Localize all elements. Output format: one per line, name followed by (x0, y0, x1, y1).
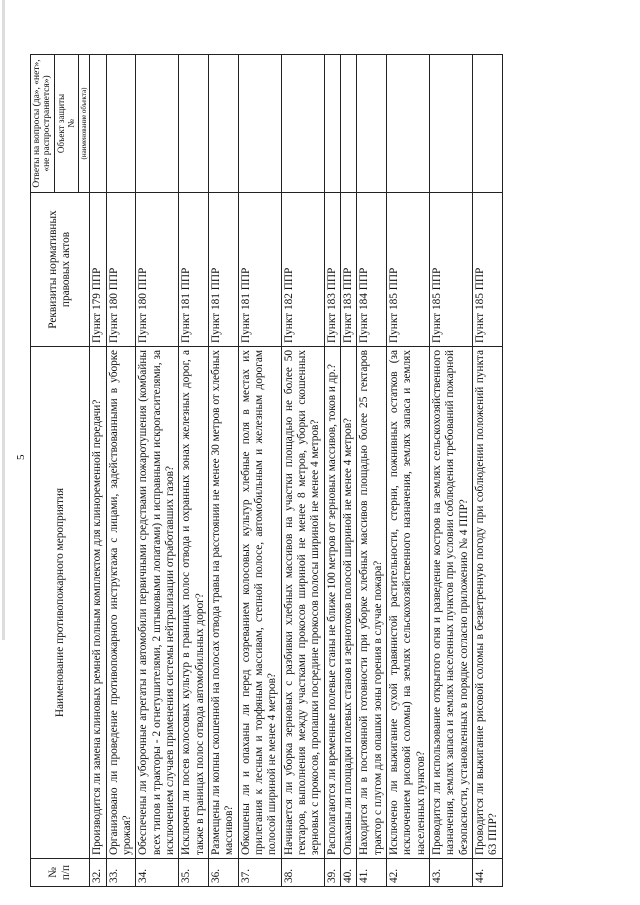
row-measure: Исключен ли посев колосовых культур в границах полос отвода и охранных зонах железных дорог, а также в границах полос отвода автомобильных дорог? (179, 347, 209, 859)
table-row (340, 55, 356, 887)
table-row (90, 55, 106, 887)
row-answer-cell[interactable] (106, 55, 136, 193)
row-reference: Пункт 182 ППР (281, 193, 324, 347)
row-answer-cell[interactable] (472, 55, 502, 193)
table-row (281, 55, 324, 887)
row-number: 34. (136, 859, 179, 887)
row-measure: Находится ли в постоянной готовности при уборке хлебных массивов площадью более 25 гектаров трактор с плугом для опашки зоны горения в случае пожара? (357, 347, 387, 859)
row-reference: Пункт 185 ППР (472, 193, 502, 347)
row-reference: Пункт 180 ППР (136, 193, 179, 347)
row-measure: Размещены ли копны скошенной на полосах отвода травы на расстоянии не менее 30 метров от хлебных массивов? (208, 347, 238, 859)
row-reference: Пункт 183 ППР (324, 193, 340, 347)
row-measure: Обеспечены ли уборочные агрегаты и автомобили первичными средствами пожаротушения (комбайны всех типов и тракторы - 2 огнетушителями, 2 штыковыми лопатами) и исправными искрогасителями, за исключением случаев применения системы нейтрализации отработавших газов? (136, 347, 179, 859)
row-reference: Пункт 181 ППР (238, 193, 281, 347)
table-row (136, 55, 179, 887)
table-row (179, 55, 209, 887)
header-num: № п/п (31, 859, 90, 887)
row-number: 35. (179, 859, 209, 887)
row-reference: Пункт 181 ППР (208, 193, 238, 347)
row-answer-cell[interactable] (357, 55, 387, 193)
row-number: 32. (90, 859, 106, 887)
row-answer-cell[interactable] (238, 55, 281, 193)
row-number: 38. (281, 859, 324, 887)
row-measure: Производится ли замена клиновых ремней полным комплектом для клиноременной передачи? (90, 347, 106, 859)
checklist-table (30, 54, 503, 887)
row-measure: Проводится ли выжигание рисовой соломы в безветренную погоду при соблюдении положений пункта 63 ППР? (472, 347, 502, 859)
table-row (324, 55, 340, 887)
row-measure: Располагаются ли временные полевые станы не ближе 100 метров от зерновых массивов, токов и др.? (324, 347, 340, 859)
table-row (208, 55, 238, 887)
header-object (54, 55, 78, 193)
row-number: 44. (472, 859, 502, 887)
row-measure: Опаханы ли площадки полевых станов и зернотоков полосой шириной не менее 4 метров? (340, 347, 356, 859)
row-answer-cell[interactable] (340, 55, 356, 193)
table-row (386, 55, 429, 887)
row-number: 33. (106, 859, 136, 887)
row-answer-cell[interactable] (90, 55, 106, 193)
row-measure: Организовано ли проведение противопожарного инструктажа с лицами, задействованными в уборке урожая? (106, 347, 136, 859)
row-answer-cell[interactable] (208, 55, 238, 193)
header-name: Наименование противопожарного мероприятия (31, 347, 90, 859)
row-number: 43. (429, 859, 472, 887)
row-number: 39. (324, 859, 340, 887)
row-number: 37. (238, 859, 281, 887)
row-answer-cell[interactable] (429, 55, 472, 193)
table-row (472, 55, 502, 887)
table-row (357, 55, 387, 887)
row-reference: Пункт 180 ППР (106, 193, 136, 347)
row-number: 42. (386, 859, 429, 887)
table-row (106, 55, 136, 887)
row-reference: Пункт 185 ППР (429, 193, 472, 347)
row-reference: Пункт 181 ППР (179, 193, 209, 347)
row-reference: Пункт 183 ППР (340, 193, 356, 347)
header-object-num: № (66, 119, 77, 128)
header-object-note: (наименование объекта) (79, 55, 90, 193)
row-number: 36. (208, 859, 238, 887)
row-measure: Начинается ли уборка зерновых с разбивки хлебных массивов на участки площадью не более 50 гектаров, выполнения между участками прокосов шириной не менее 8 метров, уборки скошенных зерновых с прокосов, пропашки посредине прокосов полосы шириной не менее 4 метров? (281, 347, 324, 859)
table-row (238, 55, 281, 887)
table-header-row (31, 55, 55, 887)
row-measure: Проводится ли использование открытого огня и разведение костров на землях сельскохозяйственного назначения, землях запаса и землях населенных пунктов при условии соблюдения требований пожарной безопасности, установленных в порядке согласно приложению № 4 ППР? (429, 347, 472, 859)
row-reference: Пункт 179 ППР (90, 193, 106, 347)
header-refs: Реквизиты нормативных правовых актов (31, 193, 90, 347)
row-number: 41. (357, 859, 387, 887)
row-measure: Обкошены ли и опаханы ли перед созреванием колосовых культур хлебные поля в местах их прилегания к лесным и торфяным массивам, степной полосе, автомобильным и железным дорогам полосой шириной не менее 4 метров? (238, 347, 281, 859)
row-answer-cell[interactable] (386, 55, 429, 193)
row-answer-cell[interactable] (281, 55, 324, 193)
page-number: 5 (15, 454, 27, 460)
header-answers: Ответы на вопросы (да», «нет», «не распространяется») (31, 55, 55, 193)
row-reference: Пункт 184 ППР (357, 193, 387, 347)
header-object-label: Объект защиты (55, 93, 66, 154)
row-reference: Пункт 185 ППР (386, 193, 429, 347)
table-row (429, 55, 472, 887)
row-answer-cell[interactable] (324, 55, 340, 193)
row-number: 40. (340, 859, 356, 887)
row-measure: Исключено ли выжигание сухой травянистой растительности, стерни, пожнивных остатков (за исключением рисовой соломы) на землях сельскохозяйственного назначения, землях запаса и землях населенных пунктов? (386, 347, 429, 859)
row-answer-cell[interactable] (179, 55, 209, 193)
row-answer-cell[interactable] (136, 55, 179, 193)
